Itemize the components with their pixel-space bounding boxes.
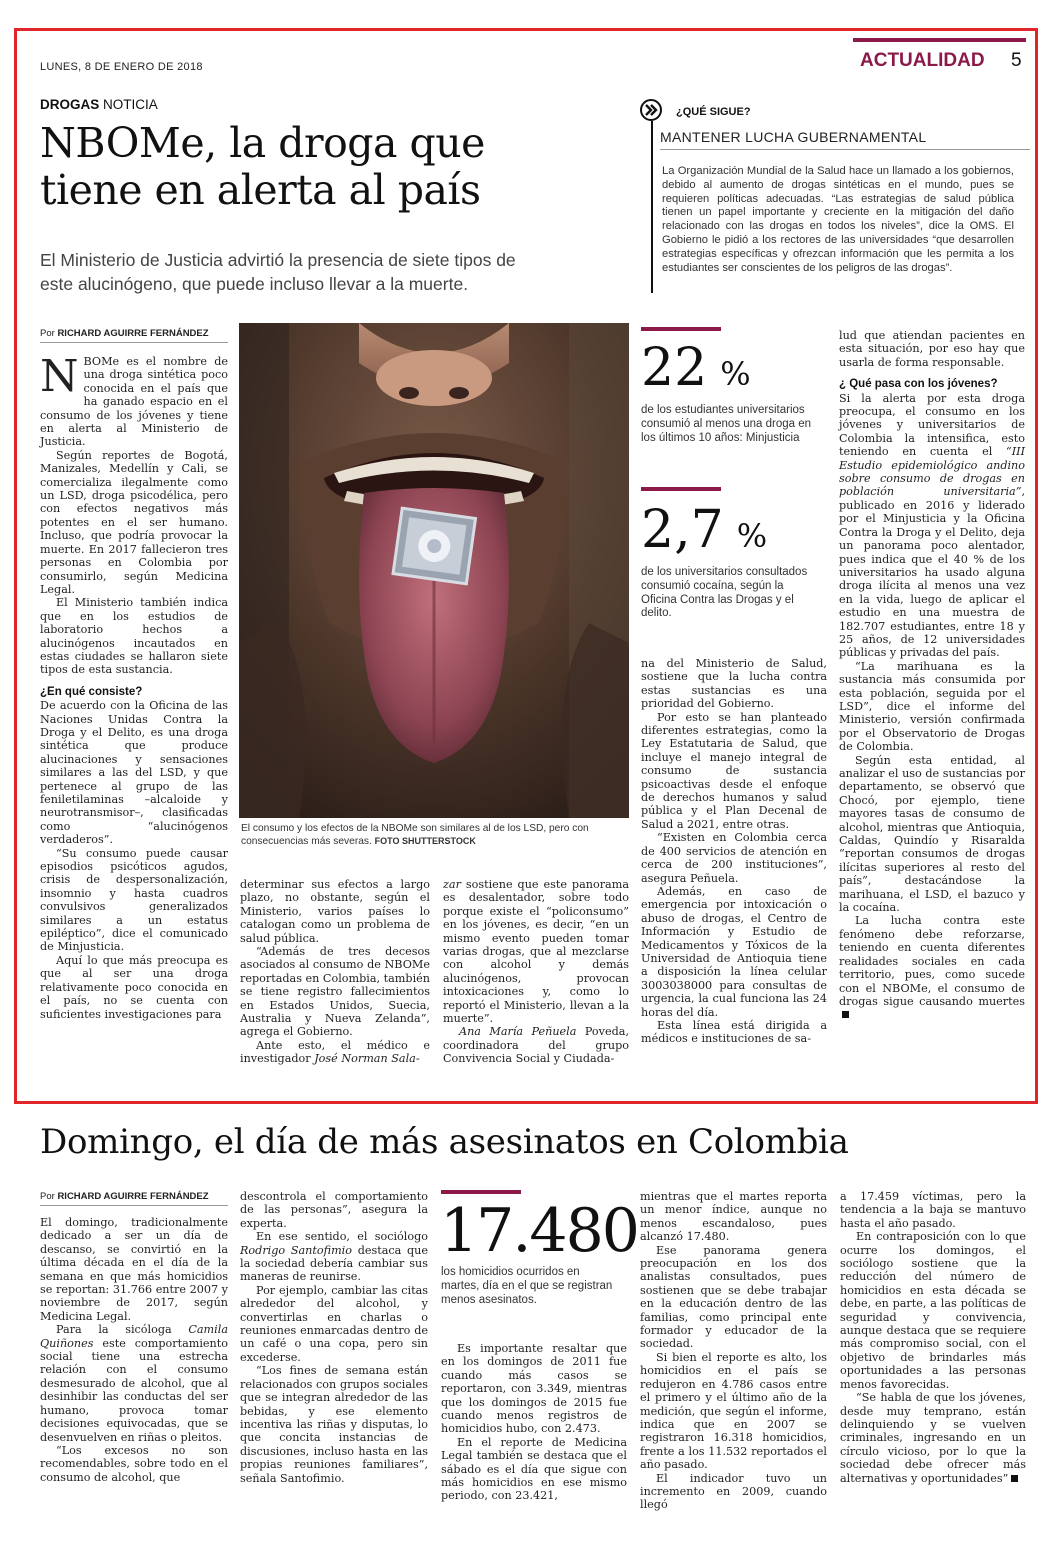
- paragraph: “Los excesos no son recomendables, sobre todo en el consumo de alcohol, que: [40, 1443, 228, 1484]
- paragraph: “La marihuana es la sustancia más consumida por esta población, seguida por el LSD”, dice el informe del Ministerio, versión confirmada por el Observatorio de Drogas de Colombia.: [839, 659, 1025, 754]
- paragraph-text: destaca que la sociedad debería cambiar sus maneras de reunirse.: [240, 1243, 429, 1284]
- paragraph: mientras que el martes reporta un menor índice, aunque no menos escandaloso, pues alcanzó 17.480.: [640, 1190, 827, 1244]
- photo-caption: [241, 822, 629, 848]
- subhead: ¿ Qué pasa con los jóvenes?: [839, 378, 998, 391]
- double-chevron-right-icon: [640, 99, 662, 121]
- kicker-type: NOTICIA: [103, 97, 158, 112]
- paragraph: Según reportes de Bogotá, Manizales, Medellín y Cali, se comercializa ilegalmente como un LSD, droga psicodélica, pero con efectos negativos más potentes en el ser humano. Incluso, que podría provocar la muerte. En 2017 fallecieron tres personas en Colombia por consumirlo, según Medicina Legal.: [40, 448, 228, 596]
- article2-column-2: [240, 1190, 428, 1485]
- byline-2: [40, 1191, 228, 1206]
- paragraph: El domingo, tradicionalmente dedicado a ser un día de descanso, se convirtió en la última década en el día de la semana en que más homicidios se reportan: 31.766 entre 2007 y noviembre de 2017, según Medicina Legal.: [40, 1216, 228, 1323]
- end-mark: [842, 1011, 849, 1018]
- stat-rule: [641, 487, 721, 491]
- person-name: José Norman Sala-: [314, 1052, 420, 1066]
- que-sigue-rule: [651, 121, 653, 293]
- paragraph: Es importante resaltar que en los domingos de 2011 fue cuando más casos se reportaron, con 3.349, mientras que los domingos de 2015 fue cuando menos registros de homicidios hubo, con 2.473.: [441, 1342, 627, 1436]
- headline-line-2: tiene en alerta al país: [40, 166, 481, 214]
- paragraph-text: La lucha contra este fenómeno debe reforzarse, teniendo en cuenta diferentes realidades sociales en cada territorio, pues, como sucede con el NBOMe, el consumo de drogas sigue causando muertes: [839, 914, 1025, 1008]
- article-column-3: [443, 878, 629, 1066]
- paragraph-text: este comportamiento social tiene una estrecha relación con el consumo desmesurado de alcohol, que al desinhibir las conductas del ser humano, provoca tomar decisiones equivocadas, que se desenvuelven en riñas o pleitos.: [40, 1336, 228, 1444]
- headline: [40, 120, 640, 214]
- deck-line-1: El Ministerio de Justicia advirtió la presencia de siete tipos de: [40, 250, 516, 270]
- kicker-topic: DROGAS: [40, 97, 100, 112]
- paragraph-text: Poveda, coordinadora del grupo Convivencia Social y Ciudada-: [443, 1025, 629, 1066]
- paragraph: “Su consumo puede causar episodios psicóticos agudos, crisis de despersonalización, insomnio y hasta cuadros convulsivos generalizados similares a un estatus epiléptico”, dice el comunicado de Minjusticia.: [40, 846, 228, 954]
- article-column-4: [641, 657, 827, 1046]
- stat-2-7-percent: [641, 500, 767, 560]
- paragraph: De acuerdo con la Oficina de las Naciones Unidas Contra la Droga y el Delito, es una droga sintética que produce alucinaciones y sensaciones similares a las del LSD, y que pertenece al grupo de las feniletilaminas –alcaloide y neurotransmisor–, clasificadas como “alucinógenos verdaderos”.: [40, 699, 228, 847]
- stat-rule: [441, 1190, 521, 1194]
- stat-unit: %: [720, 355, 751, 393]
- article-column-5: [839, 329, 1025, 1022]
- stat-description: de los estudiantes universitarios consumió al menos una droga en los últimos 10 años: Minjusticia: [641, 404, 812, 444]
- paragraph-text: sostiene que este panorama es desalentador, sobre todo porque existe el “policonsumo” en los jóvenes, es decir, “en un mismo evento pueden tomar varias drogas, que al mezclarse con alcohol y demás alucinógenos, provocan intoxicaciones y, como lo reportó el Ministerio, llevan a la muerte”.: [443, 878, 629, 1026]
- paragraph: descontrola el comportamiento de las personas”, asegura la experta.: [240, 1190, 428, 1230]
- stat-value: 22: [641, 338, 708, 398]
- paragraph-text: , publicado en 2016 y liderado por el Minjusticia y la Oficina Contra la Droga y el Delito, deja un panorama poco alentador, pues indica que el 40 % de los universitarios ha usado alguna droga ilícita al menos una vez en la vida, luego de aplicar el estudio en una muestra de 182.707 estudiantes, entre 18 y 25 años, de 12 universidades públicas y privadas del país.: [839, 485, 1025, 660]
- study-title: “III Estudio epidemiológico andino sobre consumo de drogas en población universitaria”: [839, 445, 1026, 499]
- paragraph: “Los fines de semana están relacionados con grupos sociales que se integran alrededor de las bebidas, y ese elemento incentiva las riñas y disputas, lo que concita instancias de discusiones, incluso hasta en las propias reuniones familiares”, señala Santofimio.: [240, 1364, 428, 1485]
- paragraph: determinar sus efectos a largo plazo, no obstante, según el Ministerio, varios países lo catalogan como un problema de salud pública.: [240, 878, 430, 945]
- paragraph: El Ministerio también indica que en los estudios de laboratorio hechos a alucinógenos incautados en estas ciudades se hallaron siete tipos de esta sustancia.: [40, 596, 228, 677]
- paragraph: Por esto se han planteado diferentes estrategias, como la Ley Estatutaria de Salud, que incluye el manejo integral de consumo de sustancia psicoactivas desde el enfoque de derechos humanos y salud pública y el Plan Decenal de Salud a 2021, entre otras.: [641, 710, 827, 831]
- byline: [40, 328, 228, 343]
- article2-column-5: [840, 1190, 1026, 1485]
- paragraph-text: En ese sentido, el sociólogo: [256, 1230, 428, 1244]
- stat-22-percent: [641, 338, 751, 398]
- byline-name: RICHARD AGUIRRE FERNÁNDEZ: [57, 1191, 209, 1202]
- paragraph: Por ejemplo, cambiar las citas alrededor del alcohol, y convertirlas en charlas o reuniones enmarcadas dentro de un café o una copa, pero sin excederse.: [240, 1283, 428, 1364]
- byline-prefix: Por: [40, 328, 55, 339]
- paragraph: Ese panorama genera preocupación en los dos analistas consultados, pues sostienen que se debe trabajar en la educación dentro de las familias, como principal ente formador y educador de la sociedad.: [640, 1243, 827, 1351]
- page-date: LUNES, 8 DE ENERO DE 2018: [40, 61, 203, 73]
- paragraph: Además, en caso de emergencia por intoxicación o abuso de drogas, el Centro de Información y Estudio de Medicamentos y Tóxicos de la Universidad de Antioquia tiene a disposición la línea celular 3003038000 para consultas de urgencia, la cual funciona las 24 horas del día.: [641, 884, 827, 1019]
- paragraph: na del Ministerio de Salud, sostiene que la lucha contra estas sustancias es una prioridad del Gobierno.: [641, 657, 827, 711]
- paragraph: Aquí lo que más preocupa es que al ser una droga relativamente poco conocida en el país, no se cuenta con suficientes investigaciones para: [40, 953, 228, 1021]
- paragraph: Si bien el reporte es alto, los homicidios en el país se redujeron en 4.786 casos entre el primero y el último año de la medición, que según el informe, indica que en 2007 se registraron 16.318 homicidios, frente a los 11.532 reportados el año pasado.: [640, 1350, 827, 1472]
- paragraph: El indicador tuvo un incremento en 2009, cuando llegó: [640, 1471, 827, 1512]
- paragraph: “Existen en Colombia cerca de 400 servicios de atención en cerca de 200 instituciones”, asegura Peñuela.: [641, 831, 827, 885]
- paragraph: En contraposición con lo que ocurre los domingos, el sociólogo sostiene que la reducción del número de homicidios en esta década se debe, en parte, a las políticas de seguridad y convivencia, aunque destaca que se requiere más compromiso social, con el objetivo de brindarles más oportunidades a las personas menos favorecidas.: [840, 1230, 1026, 1391]
- paragraph-text: Ante esto, el médico e investigador: [240, 1038, 430, 1066]
- paragraph: “Además de tres decesos asociados al consumo de NBOMe reportadas en Colombia, también se tiene registro fallecimientos en Estados Unidos, Suecia, Australia y Nueva Zelanda”, agrega el Gobierno.: [240, 945, 430, 1039]
- paragraph: Según esta entidad, al analizar el uso de sustancias por departamento, se observó que Chocó, por ejemplo, tiene mayores tasas de consumo de alcohol, mientras que Antioquia, Caldas, Quindío y Risaralda “reportan consumos de drogas ilícitas superiores al resto del país”, destacándose la marihuana, el LSD, el bazuco y la cocaína.: [839, 753, 1025, 915]
- article2-column-3: [441, 1342, 627, 1503]
- caption-text: El consumo y los efectos de la NBOMe son similares al de los LSD, pero con consecuencias más severas.: [241, 823, 589, 847]
- paragraph: En el reporte de Medicina Legal también se destaca que el sábado es el día que sigue con más homicidios en ese mismo periodo, con 23.421,: [441, 1435, 627, 1503]
- que-sigue-subtitle: MANTENER LUCHA GUBERNAMENTAL: [660, 129, 1030, 150]
- page-number: 5: [1011, 50, 1022, 71]
- section-name: ACTUALIDAD: [860, 50, 985, 71]
- kicker: [40, 97, 158, 112]
- deck: [40, 248, 640, 296]
- headline-2: Domingo, el día de más asesinatos en Colombia: [40, 1122, 849, 1162]
- paragraph-text: Si la alerta por esta droga preocupa, el consumo en los jóvenes y universitarios de Colombia la intensifica, esto teniendo en cuenta el: [839, 391, 1025, 459]
- article-column-1: [40, 351, 228, 1021]
- end-mark: [1011, 1475, 1018, 1482]
- paragraph: BOMe es el nombre de una droga sintética poco conocida en el país que ha ganado espacio en el consumo de los jóvenes y tiene en alerta al Ministerio de Justicia.: [40, 355, 228, 449]
- paragraph-text: “Se habla de que los jóvenes, desde muy temprano, están delinquiendo y se vuelven criminales, ingresando en un círculo vicioso, por lo que la sociedad debe ofrecer más alternativas y oportunidades”: [840, 1391, 1026, 1485]
- headline-line-1: NBOMe, la droga que: [40, 119, 485, 167]
- person-name: Camila Quiñones: [40, 1323, 228, 1350]
- paragraph-text: Para la sicóloga: [56, 1323, 172, 1337]
- stat-value: 2,7: [641, 500, 724, 560]
- person-name: zar: [443, 878, 461, 891]
- stat-description: de los universitarios consultados consumió cocaína, según la Oficina Contra las Drogas y el delito.: [641, 566, 808, 620]
- stat-unit: %: [736, 517, 768, 555]
- stat-description: los homicidios ocurridos en martes, día en el que se registran menos asesinatos.: [441, 1266, 613, 1306]
- photo-credit: FOTO SHUTTERSTOCK: [374, 836, 476, 846]
- article2-column-1: [40, 1216, 228, 1484]
- deck-line-2: este alucinógeno, que puede incluso llevar a la muerte.: [40, 274, 469, 294]
- stat-17480: 17.480: [440, 1196, 638, 1266]
- stat-rule: [641, 327, 721, 331]
- article2-column-4: [640, 1190, 827, 1512]
- paragraph: a 17.459 víctimas, pero la tendencia a la baja se mantuvo hasta el año pasado.: [840, 1190, 1026, 1230]
- article-column-2: [240, 878, 430, 1066]
- person-name: Rodrigo Santofimio: [240, 1243, 352, 1257]
- byline-name: RICHARD AGUIRRE FERNÁNDEZ: [57, 328, 209, 339]
- person-name: Ana María Peñuela: [459, 1025, 577, 1039]
- paragraph: lud que atiendan pacientes en esta situación, por eso hay que usarla de forma responsable.: [839, 329, 1025, 369]
- tongue-photo: [239, 323, 629, 818]
- subhead: ¿En qué consiste?: [40, 685, 143, 698]
- section-rule: [853, 38, 1026, 42]
- que-sigue-title: ¿QUÉ SIGUE?: [676, 106, 751, 118]
- paragraph: Esta línea está dirigida a médicos e instituciones de sa-: [641, 1018, 827, 1046]
- que-sigue-text: La Organización Mundial de la Salud hace un llamado a los gobiernos, debido al aumento de drogas sintéticas en el mundo, pues se requieren políticas adecuadas. “Las estrategias de salud pública tienen un papel importante y creciente en la mitigación del daño relacionado con las drogas en todos los niveles”, dice la OMS. El Gobierno le pidió a los rectores de las universidades “que desarrollen estrategias específicas y ofrezcan información que les permita a los estudiantes ser conscientes de los peligros de las drogas”.: [662, 165, 1014, 274]
- dropcap: N: [40, 351, 79, 402]
- byline-prefix: Por: [40, 1191, 55, 1202]
